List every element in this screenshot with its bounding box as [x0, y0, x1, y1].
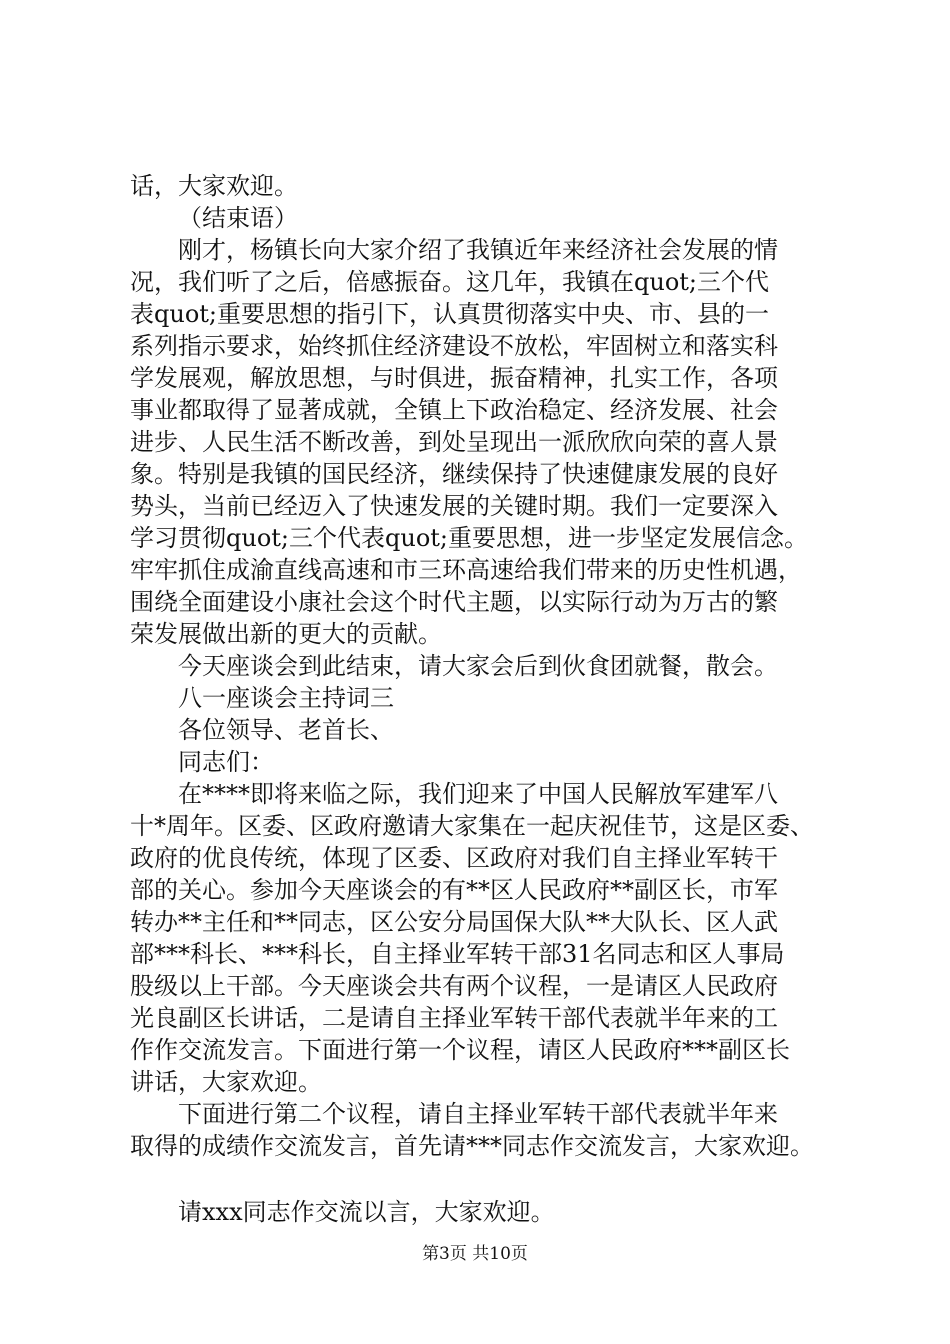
salutation: 各位领导、老首长、 — [178, 716, 394, 744]
text-line: 取得的成绩作交流发言，首先请***同志作交流发言，大家欢迎。 — [130, 1132, 814, 1160]
text-line: 十*周年。区委、区政府邀请大家集在一起庆祝佳节，这是区委、 — [130, 812, 814, 840]
text-line: 作作交流发言。下面进行第一个议程，请区人民政府***副区长 — [130, 1036, 790, 1064]
text-line: 学发展观，解放思想，与时俱进，振奋精神，扎实工作，各项 — [130, 364, 778, 392]
text-line: 荣发展做出新的更大的贡献。 — [130, 620, 442, 648]
text-line: 况，我们听了之后，倍感振奋。这几年，我镇在quot;三个代 — [130, 268, 769, 296]
text-line: 光良副区长讲话，二是请自主择业军转干部代表就半年来的工 — [130, 1004, 778, 1032]
text-line: 话，大家欢迎。 — [130, 172, 298, 200]
text-line: 进步、人民生活不断改善，到处呈现出一派欣欣向荣的喜人景 — [130, 428, 778, 456]
text-line: 势头，当前已经迈入了快速发展的关键时期。我们一定要深入 — [130, 492, 778, 520]
text-line: 牢牢抓住成渝直线高速和市三环高速给我们带来的历史性机遇， — [130, 556, 802, 584]
text-line: 刚才，杨镇长向大家介绍了我镇近年来经济社会发展的情 — [178, 236, 778, 264]
page-number-footer: 第3页 共10页 — [422, 1244, 528, 1264]
text-line: 股级以上干部。今天座谈会共有两个议程，一是请区人民政府 — [130, 972, 778, 1000]
salutation: 同志们： — [178, 748, 274, 776]
text-line: 学习贯彻quot;三个代表quot;重要思想，进一步坚定发展信念。 — [130, 524, 808, 552]
text-line: 讲话，大家欢迎。 — [130, 1068, 322, 1096]
text-line: 部的关心。参加今天座谈会的有**区人民政府**副区长，市军 — [130, 876, 778, 904]
text-line: 请xxx同志作交流以言，大家欢迎。 — [178, 1198, 555, 1226]
section-heading: （结束语） — [178, 204, 298, 232]
text-line: 系列指示要求，始终抓住经济建设不放松，牢固树立和落实科 — [130, 332, 778, 360]
text-line: 政府的优良传统，体现了区委、区政府对我们自主择业军转干 — [130, 844, 778, 872]
text-line: 象。特别是我镇的国民经济，继续保持了快速健康发展的良好 — [130, 460, 778, 488]
document-body — [130, 170, 850, 1228]
text-line: 围绕全面建设小康社会这个时代主题，以实际行动为万古的繁 — [130, 588, 778, 616]
document-title: 八一座谈会主持词三 — [178, 684, 394, 712]
text-line: 事业都取得了显著成就，全镇上下政治稳定、经济发展、社会 — [130, 396, 778, 424]
text-line: 今天座谈会到此结束，请大家会后到伙食团就餐，散会。 — [178, 652, 778, 680]
text-line: 下面进行第二个议程，请自主择业军转干部代表就半年来 — [178, 1100, 778, 1128]
text-line: 表quot;重要思想的指引下，认真贯彻落实中央、市、县的一 — [130, 300, 769, 328]
text-line: 转办**主任和**同志，区公安分局国保大队**大队长、区人武 — [130, 908, 778, 936]
text-line: 部***科长、***科长，自主择业军转干部31名同志和区人事局 — [130, 940, 785, 968]
text-line: 在****即将来临之际，我们迎来了中国人民解放军建军八 — [178, 780, 778, 808]
